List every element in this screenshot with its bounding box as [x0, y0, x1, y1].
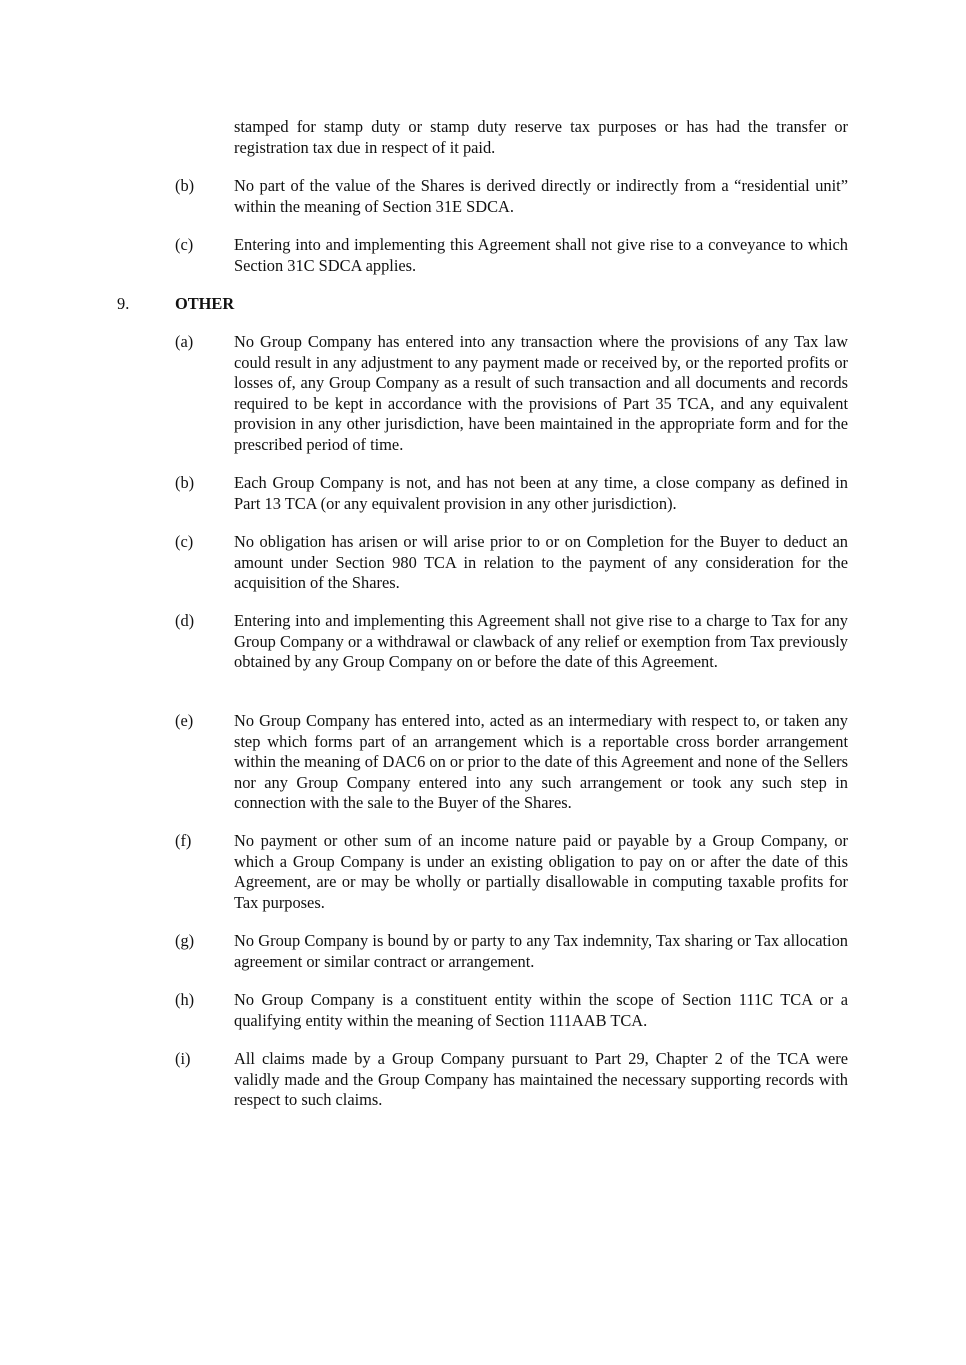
- item-label: (e): [175, 711, 194, 730]
- item-text: All claims made by a Group Company pursuant to Part 29, Chapter 2 of the TCA were validly made and the Group Company has maintained the necessary supporting records with respect to such claims.: [234, 1049, 848, 1110]
- section-number: 9.: [117, 294, 130, 313]
- item-label: (f): [175, 831, 192, 850]
- item-label: (h): [175, 990, 195, 1009]
- item-label: (g): [175, 931, 195, 950]
- item-label: (c): [175, 235, 194, 254]
- continuation-paragraph: stamped for stamp duty or stamp duty reserve tax purposes or has had the transfer or registration tax due in respect of it paid.: [234, 117, 848, 157]
- item-label: (i): [175, 1049, 191, 1068]
- item-text: Entering into and implementing this Agreement shall not give rise to a conveyance to which Section 31C SDCA applies.: [234, 235, 848, 275]
- item-text: No part of the value of the Shares is derived directly or indirectly from a “residential unit” within the meaning of Section 31E SDCA.: [234, 176, 848, 216]
- item-label: (a): [175, 332, 194, 351]
- item-text: No Group Company has entered into, acted as an intermediary with respect to, or taken any step which forms part of an arrangement which is a reportable cross border arrangement within the meaning of DAC6 on or prior to the date of this Agreement and none of the Sellers nor any Group Company entered into any such arrangement or took any such step in connection with the sale to the Buyer of the Shares.: [234, 711, 848, 813]
- item-label: (b): [175, 176, 195, 195]
- item-text: No Group Company is bound by or party to any Tax indemnity, Tax sharing or Tax allocation agreement or similar contract or arrangement.: [234, 931, 848, 971]
- item-text: No payment or other sum of an income nature paid or payable by a Group Company, or which a Group Company is under an existing obligation to pay on or after the date of this Agreement, are or may be wholly or partially disallowable in computing taxable profits for Tax purposes.: [234, 831, 848, 912]
- section-title: OTHER: [175, 294, 235, 313]
- item-text: No Group Company has entered into any transaction where the provisions of any Tax law could result in any adjustment to any payment made or received by, or the reported profits or losses of, any Group Company as a result of such transaction and all documents and records required to be kept in accordance with the provisions of Part 35 TCA, and any equivalent provision in any other jurisdiction, have been maintained in the appropriate form and for the prescribed period of time.: [234, 332, 848, 454]
- item-label: (c): [175, 532, 194, 551]
- item-text: No obligation has arisen or will arise prior to or on Completion for the Buyer to deduct an amount under Section 980 TCA in relation to the payment of any consideration for the acquisition of the Shares.: [234, 532, 848, 593]
- item-text: No Group Company is a constituent entity within the scope of Section 111C TCA or a qualifying entity within the meaning of Section 111AAB TCA.: [234, 990, 848, 1030]
- item-text: Entering into and implementing this Agreement shall not give rise to a charge to Tax for any Group Company or a withdrawal or clawback of any relief or exemption from Tax previously obtained by any Group Company on or before the date of this Agreement.: [234, 611, 848, 672]
- item-label: (b): [175, 473, 195, 492]
- item-label: (d): [175, 611, 195, 630]
- item-text: Each Group Company is not, and has not been at any time, a close company as defined in Part 13 TCA (or any equivalent provision in any other jurisdiction).: [234, 473, 848, 513]
